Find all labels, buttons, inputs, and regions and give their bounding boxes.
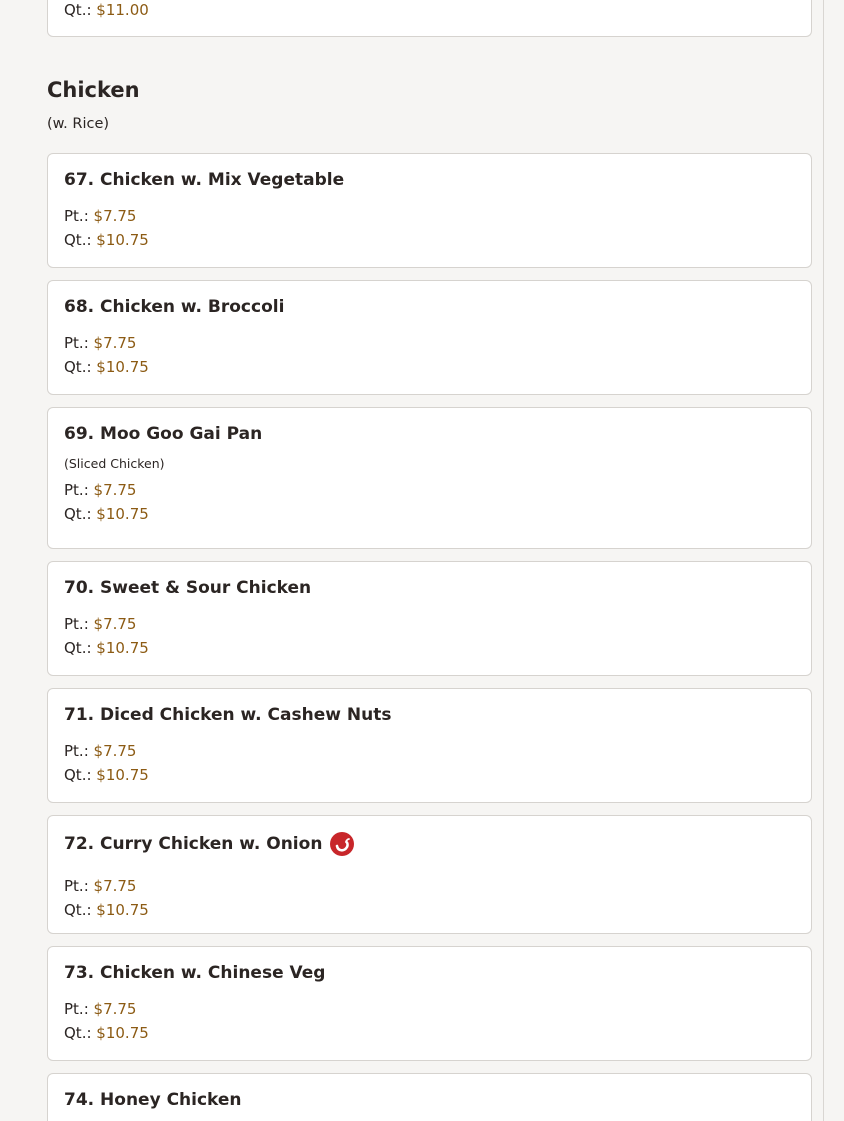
- section-title: Chicken: [47, 78, 140, 102]
- price-row-pt: [64, 997, 795, 1021]
- menu-item-title-text: 72. Curry Chicken w. Onion: [64, 834, 323, 854]
- price-row-qt: [64, 355, 795, 379]
- menu-item-prices: [64, 478, 795, 526]
- spicy-pepper-icon: [330, 832, 354, 856]
- menu-item-title: [64, 170, 795, 190]
- menu-item-prices: [64, 739, 795, 787]
- price-label: Qt.:: [64, 231, 92, 249]
- price-label: Pt.:: [64, 615, 89, 633]
- menu-item-title: [64, 578, 795, 598]
- menu-item-card[interactable]: [47, 946, 812, 1061]
- menu-item-prices: [64, 997, 795, 1045]
- price-label: Qt.:: [64, 358, 92, 376]
- price-value: $10.75: [96, 505, 149, 523]
- price-value: $7.75: [93, 334, 137, 352]
- menu-item-card[interactable]: [47, 407, 812, 549]
- menu-item-card[interactable]: [47, 280, 812, 395]
- menu-item-title-text: 68. Chicken w. Broccoli: [64, 297, 285, 317]
- menu-item-card[interactable]: [47, 815, 812, 934]
- price-value: $10.75: [96, 901, 149, 919]
- section-subtitle: (w. Rice): [47, 116, 110, 132]
- price-label: Qt.:: [64, 1024, 92, 1042]
- price-row-qt: [64, 228, 795, 252]
- menu-item-prices: [64, 331, 795, 379]
- scroll-edge: [823, 0, 824, 1121]
- menu-item-title-text: 70. Sweet & Sour Chicken: [64, 578, 312, 598]
- price-value: $7.75: [93, 615, 137, 633]
- menu-item-title-text: 69. Moo Goo Gai Pan: [64, 424, 263, 444]
- price-label: Pt.:: [64, 481, 89, 499]
- price-value: $10.75: [96, 358, 149, 376]
- menu-item-title-text: 73. Chicken w. Chinese Veg: [64, 963, 326, 983]
- price-label: Qt.:: [64, 901, 92, 919]
- price-value: $10.75: [96, 766, 149, 784]
- menu-item-title: [64, 963, 795, 983]
- menu-item-title-text: 67. Chicken w. Mix Vegetable: [64, 170, 345, 190]
- price-label: Qt.:: [64, 766, 92, 784]
- price-row-qt: [64, 898, 795, 922]
- menu-item-card[interactable]: [47, 153, 812, 268]
- price-label: Pt.:: [64, 207, 89, 225]
- price-value: $11.00: [96, 1, 149, 19]
- menu-item-title: [64, 1090, 795, 1110]
- price-value: $7.75: [93, 1000, 137, 1018]
- price-label: Pt.:: [64, 334, 89, 352]
- menu-item-list: [47, 153, 812, 1121]
- price-row-pt: [64, 612, 795, 636]
- price-value: $10.75: [96, 1024, 149, 1042]
- menu-item-title-text: 71. Diced Chicken w. Cashew Nuts: [64, 705, 392, 725]
- price-label: Qt.:: [64, 505, 92, 523]
- menu-item-title-text: 74. Honey Chicken: [64, 1090, 242, 1110]
- menu-item-card[interactable]: [47, 1073, 812, 1121]
- price-row-qt: [64, 502, 795, 526]
- price-row-pt: [64, 331, 795, 355]
- menu-item-prices: [64, 204, 795, 252]
- price-row-pt: [64, 478, 795, 502]
- price-label: Qt.:: [64, 1, 92, 19]
- price-row-qt: [64, 1021, 795, 1045]
- menu-item-card[interactable]: [47, 0, 812, 37]
- price-row-qt: [64, 763, 795, 787]
- price-label: Qt.:: [64, 639, 92, 657]
- price-label: Pt.:: [64, 1000, 89, 1018]
- price-value: $10.75: [96, 231, 149, 249]
- price-value: $10.75: [96, 639, 149, 657]
- menu-item-title: [64, 705, 795, 725]
- menu-item-prices: [64, 612, 795, 660]
- menu-item-card[interactable]: [47, 688, 812, 803]
- price-label: Pt.:: [64, 877, 89, 895]
- menu-item-title: [64, 297, 795, 317]
- menu-item-title: [64, 424, 795, 444]
- price-row-pt: [64, 874, 795, 898]
- menu-item-prices: [64, 874, 795, 922]
- menu-item-card[interactable]: [47, 561, 812, 676]
- menu-item-title: [64, 832, 795, 856]
- price-row-qt: [64, 0, 795, 22]
- price-value: $7.75: [93, 481, 137, 499]
- price-label: Pt.:: [64, 742, 89, 760]
- price-row-qt: [64, 636, 795, 660]
- menu-item-description: (Sliced Chicken): [64, 456, 165, 471]
- price-value: $7.75: [93, 877, 137, 895]
- price-row-pt: [64, 204, 795, 228]
- price-value: $7.75: [93, 742, 137, 760]
- price-value: $7.75: [93, 207, 137, 225]
- price-row-pt: [64, 739, 795, 763]
